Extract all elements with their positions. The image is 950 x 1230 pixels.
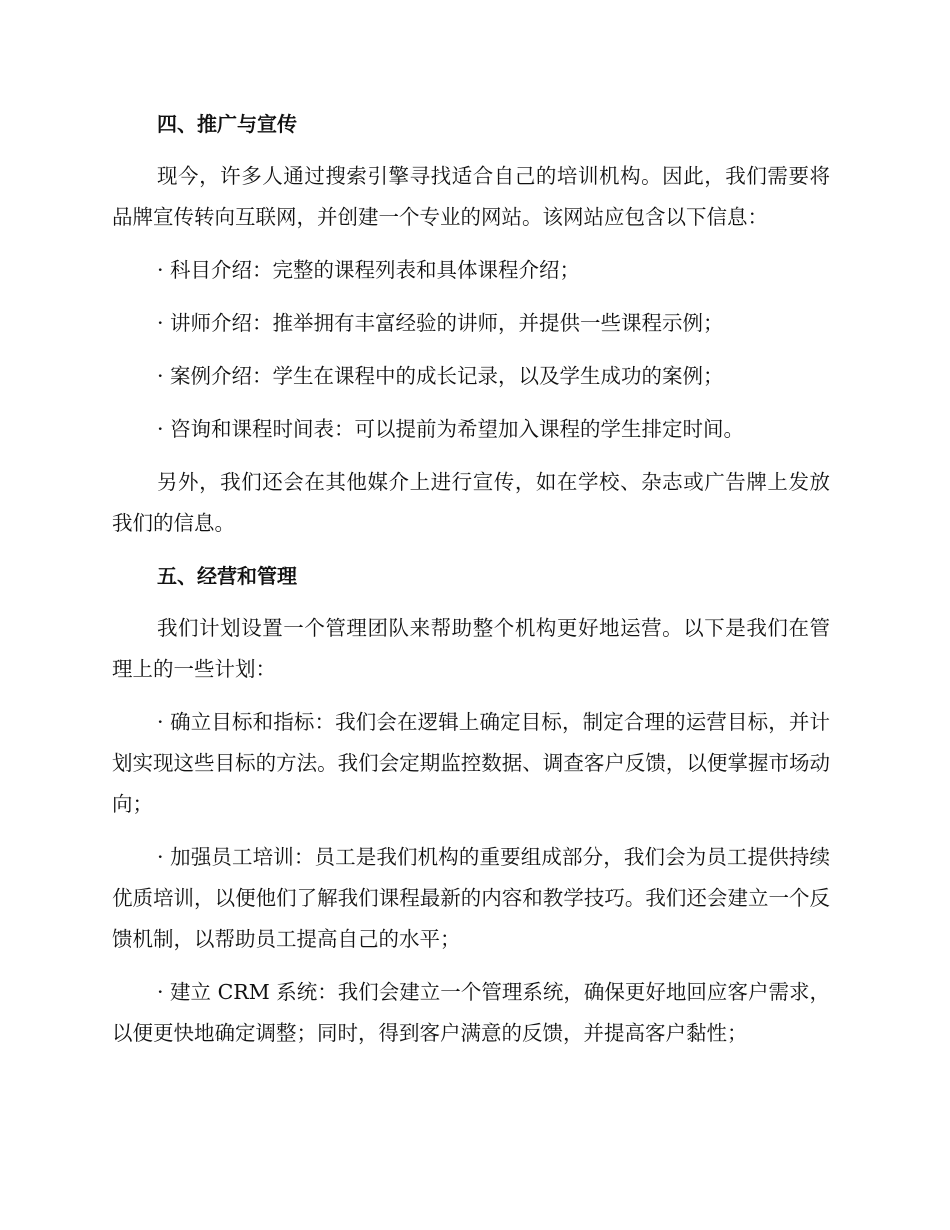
list-item: · 咨询和课程时间表：可以提前为希望加入课程的学生排定时间。 xyxy=(157,417,745,441)
paragraph-management-intro: 我们计划设置一个管理团队来帮助整个机构更好地运营。以下是我们在管理上的一些计划： xyxy=(112,616,830,681)
list-item: · 案例介绍：学生在课程中的成长记录，以及学生成功的案例； xyxy=(157,364,724,388)
list-item: · 确立目标和指标：我们会在逻辑上确定目标，制定合理的运营目标，并计划实现这些目标的方法。我们会定期监控数据、调查客户反馈，以便掌握市场动向； xyxy=(112,710,830,816)
paragraph-promotion-closing: 另外，我们还会在其他媒介上进行宣传，如在学校、杂志或广告牌上发放我们的信息。 xyxy=(112,470,830,535)
list-item: · 讲师介绍：推举拥有丰富经验的讲师，并提供一些课程示例； xyxy=(157,311,724,335)
list-item: · 加强员工培训：员工是我们机构的重要组成部分，我们会为员工提供持续优质培训，以便他们了解我们课程最新的内容和教学技巧。我们还会建立一个反馈机制，以帮助员工提高自己的水平； xyxy=(112,845,830,951)
list-item: · 建立 CRM 系统：我们会建立一个管理系统，确保更好地回应客户需求，以便更快地确定调整；同时，得到客户满意的反馈，并提高客户黏性； xyxy=(112,980,830,1045)
list-item: · 科目介绍：完整的课程列表和具体课程介绍； xyxy=(157,258,581,282)
section-heading-management: 五、经营和管理 xyxy=(157,564,297,588)
section-heading-promotion: 四、推广与宣传 xyxy=(157,112,297,136)
paragraph-promotion-intro: 现今，许多人通过搜索引擎寻找适合自己的培训机构。因此，我们需要将品牌宣传转向互联网，并创建一个专业的网站。该网站应包含以下信息： xyxy=(112,164,830,229)
